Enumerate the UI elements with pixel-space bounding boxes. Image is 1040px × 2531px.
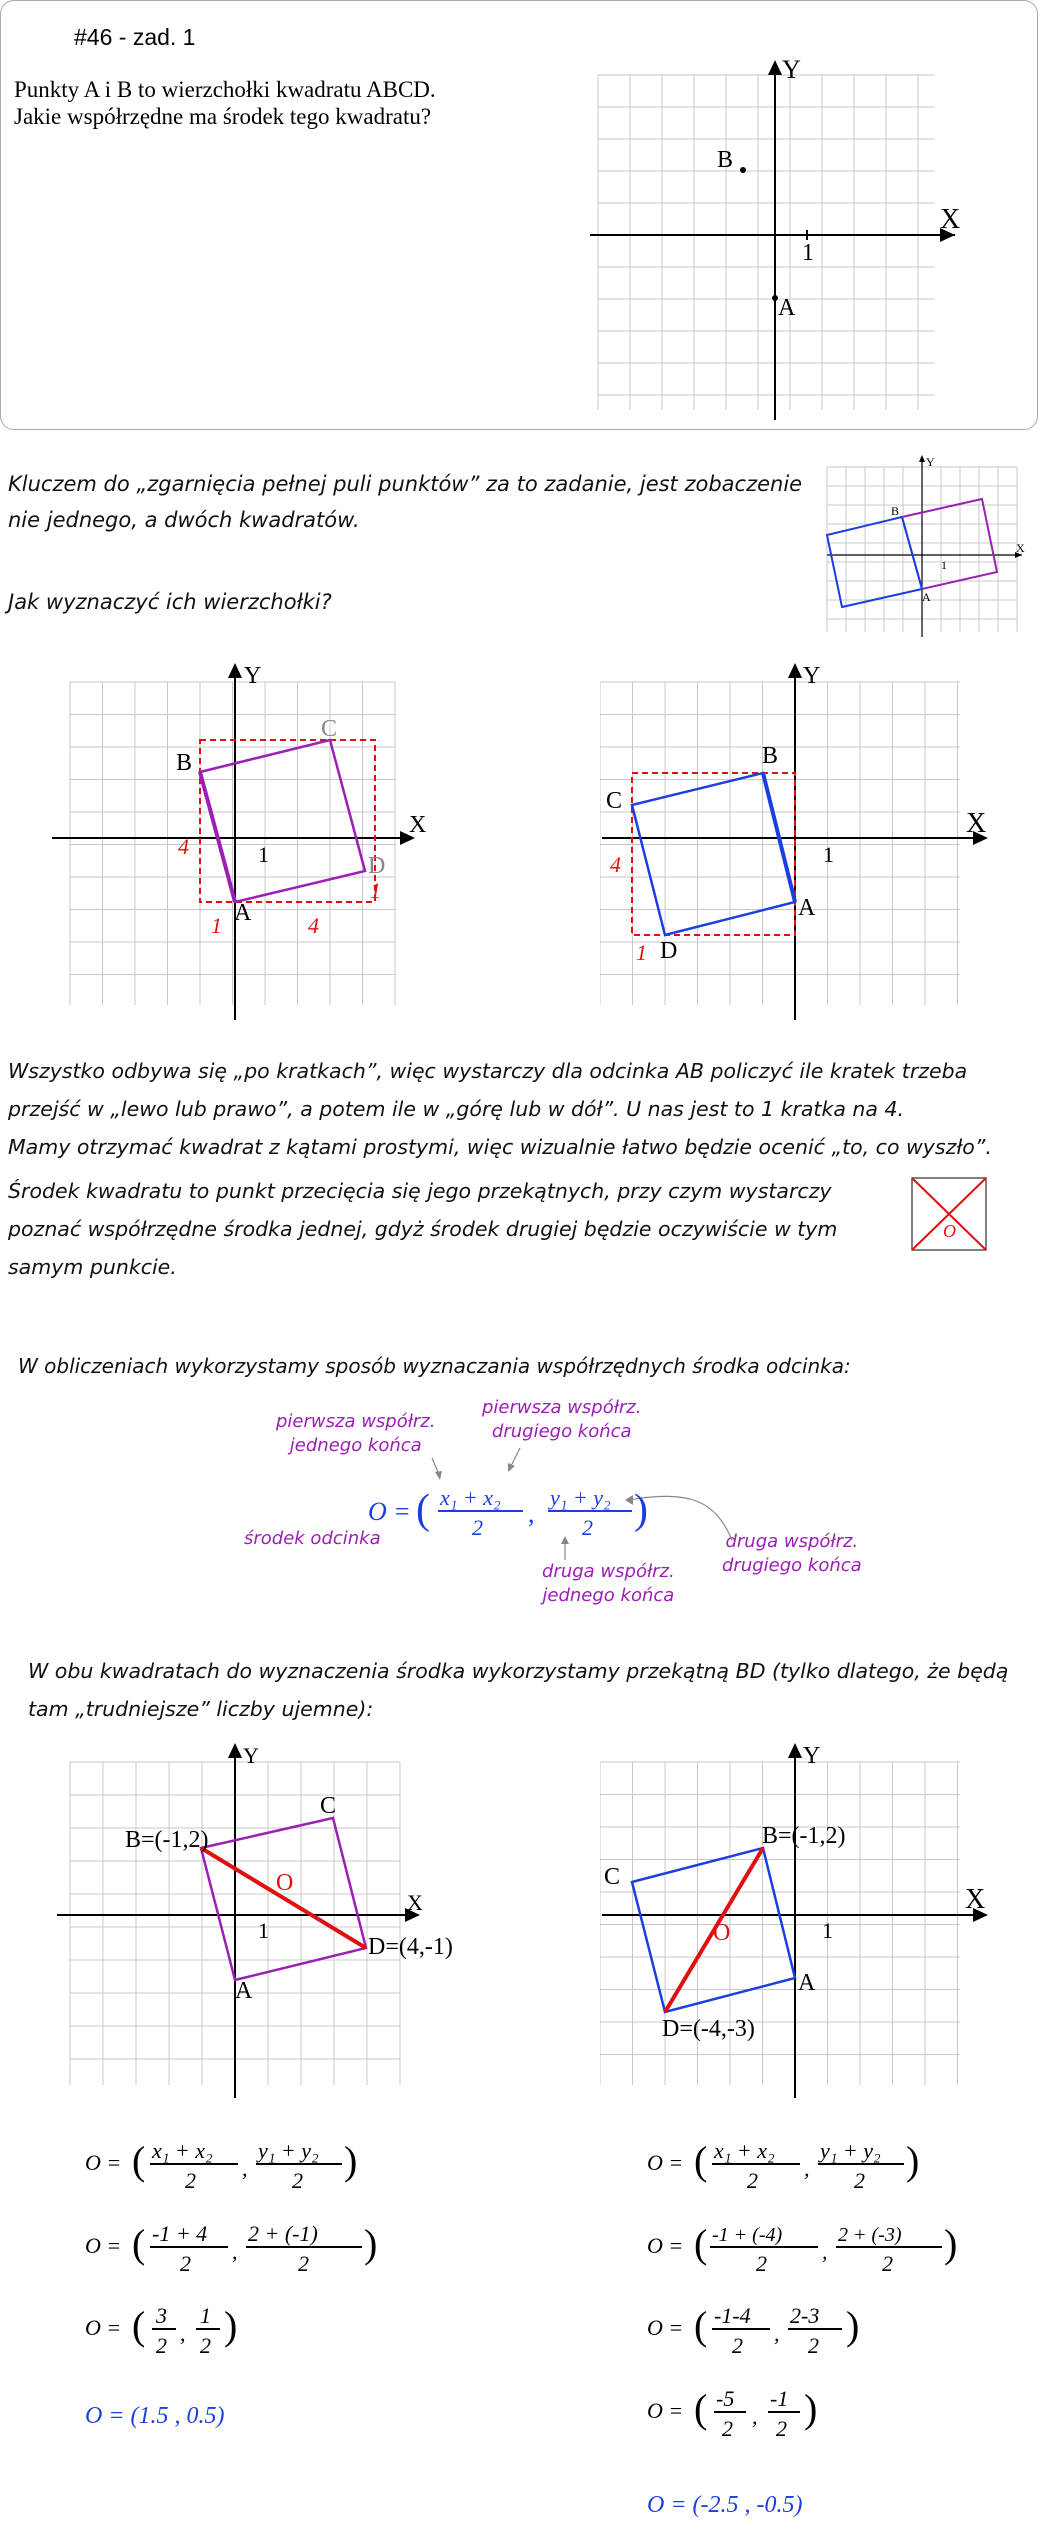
- graph-purple-a: A: [234, 900, 252, 926]
- graph-purple-one: 1: [258, 842, 269, 867]
- svg-text:): ): [906, 2138, 920, 2183]
- cr-r3yd: 2: [808, 2333, 819, 2358]
- bd-a: A: [798, 1970, 816, 1996]
- cr-r4y: -1: [770, 2386, 789, 2411]
- step-4-blue: 4: [610, 852, 621, 877]
- preview-graph: [822, 452, 1032, 637]
- task-line-1: Punkty A i B to wierzchołki kwadratu ABCD.: [14, 77, 436, 102]
- note-center: środek odcinka: [244, 1528, 381, 1549]
- intro-line-2: nie jednego, a dwóch kwadratów.: [8, 508, 360, 532]
- cl-r2xd: 2: [180, 2251, 191, 2276]
- svg-text:,: ,: [528, 1499, 535, 1528]
- cr-r4yd: 2: [776, 2416, 787, 2441]
- svg-text:(: (: [132, 2138, 146, 2183]
- svg-text:(: (: [694, 2386, 708, 2431]
- task-point-b: B: [717, 147, 734, 173]
- cr-r4x: -5: [716, 2386, 735, 2411]
- svg-text:): ): [364, 2221, 378, 2266]
- bd-x: X: [965, 1884, 986, 1915]
- cr-r3y: 2-3: [790, 2303, 820, 2328]
- svg-text:,: ,: [822, 2239, 828, 2264]
- task-line-2: Jakie współrzędne ma środek tego kwadratu?: [14, 104, 432, 129]
- cr-result: O = (-2.5 , -0.5): [647, 2492, 803, 2518]
- svg-text:(: (: [132, 2303, 146, 2348]
- calc-left: [80, 2120, 440, 2530]
- cl-r1y: y₁ + y₂: [258, 2138, 319, 2163]
- calc-right: [642, 2120, 1037, 2530]
- svg-text:,: ,: [242, 2156, 248, 2181]
- preview-one: 1: [941, 558, 947, 572]
- svg-text:): ): [634, 1487, 648, 1533]
- svg-text:): ): [344, 2138, 358, 2183]
- diag-line-1: W obu kwadratach do wyznaczenia środka wykorzystamy przekątną BD (tylko dlatego, że będą: [28, 1659, 1009, 1683]
- cr-r2x: -1 + (-4): [712, 2224, 783, 2246]
- task-y-label: Y: [782, 55, 801, 84]
- graph-purple-b: B: [176, 750, 193, 776]
- cr-r1x: x₁ + x₂: [714, 2138, 775, 2163]
- cr-r4xd: 2: [722, 2416, 733, 2441]
- graph-blue-d: D: [660, 938, 678, 964]
- step-1-bottom: 1: [211, 913, 222, 938]
- grid-line-3: Mamy otrzymać kwadrat z kątami prostymi, więc wizualnie łatwo będzie ocenić „to, co wyszło”.: [8, 1135, 992, 1159]
- formula-y-den: 2: [582, 1515, 593, 1540]
- formula-x-num: x₁ + x₂: [440, 1485, 501, 1510]
- intro-line-1: Kluczem do „zgarnięcia pełnej puli punktów” za to zadanie, jest zobaczenie: [8, 472, 803, 496]
- graph-blue-c: C: [606, 788, 623, 814]
- cr-r2yd: 2: [882, 2251, 893, 2276]
- cr-o1: O =: [647, 2150, 684, 2175]
- pd-d: D=(4,-1): [368, 1934, 453, 1960]
- grid-line-2: przejść w „lewo lub prawo”, a potem ile w „górę lub w dół”. U nas jest to 1 kratka na 4.: [8, 1097, 905, 1121]
- cl-r3y: 1: [200, 2303, 211, 2328]
- cl-r2yd: 2: [298, 2251, 309, 2276]
- diag-text: [28, 1652, 1008, 1728]
- svg-text:,: ,: [180, 2321, 186, 2346]
- note-second-one: druga współrz. jednego końca: [542, 1561, 675, 1606]
- midpoint-intro: W obliczeniach wykorzystamy sposób wyznaczania współrzędnych środka odcinka:: [18, 1354, 851, 1378]
- diag-line-2: tam „trudniejsze” liczby ujemne):: [28, 1697, 374, 1721]
- pd-b: B=(-1,2): [125, 1827, 209, 1853]
- bd-c: C: [604, 1864, 621, 1890]
- bd-y: Y: [803, 1743, 821, 1769]
- cl-r3yd: 2: [200, 2333, 211, 2358]
- cl-r3xd: 2: [156, 2333, 167, 2358]
- note-first-two: pierwsza współrz. drugiego końca: [482, 1397, 642, 1442]
- cl-o1: O =: [85, 2150, 122, 2175]
- svg-text:): ): [846, 2303, 860, 2348]
- task-one-label: 1: [802, 240, 814, 266]
- center-line-3: samym punkcie.: [8, 1255, 177, 1279]
- cl-r2y: 2 + (-1): [248, 2221, 318, 2246]
- step-4-bottom: 4: [308, 913, 319, 938]
- cr-o3: O =: [647, 2315, 684, 2340]
- preview-b: B: [891, 504, 900, 518]
- step-1-blue: 1: [636, 940, 647, 965]
- bd-d: D=(-4,-3): [662, 2016, 755, 2042]
- pd-one: 1: [258, 1918, 269, 1943]
- center-line-1: Środek kwadratu to punkt przecięcia się jego przekątnych, przy czym wystarczy: [8, 1179, 832, 1203]
- grid-text: [8, 1052, 992, 1166]
- graph-purple-diag: [55, 1740, 485, 2100]
- graph-purple-x: X: [409, 812, 427, 838]
- svg-text:,: ,: [232, 2239, 238, 2264]
- graph-purple-d: D: [368, 853, 386, 879]
- task-grid: [598, 75, 935, 410]
- cr-r2y: 2 + (-3): [838, 2224, 902, 2246]
- graph-purple-y: Y: [244, 663, 262, 689]
- grid-line-1: Wszystko odbywa się „po kratkach”, więc wystarczy dla odcinka AB policzyć ile kratek trzeba: [8, 1059, 968, 1083]
- graph-blue-b: B: [762, 743, 779, 769]
- cl-result: O = (1.5 , 0.5): [85, 2403, 225, 2429]
- note-second-two: druga współrz. drugiego końca: [722, 1531, 862, 1576]
- note-first-one: pierwsza współrz. jednego końca: [276, 1411, 436, 1456]
- svg-text:,: ,: [804, 2156, 810, 2181]
- graph-blue-y: Y: [803, 663, 821, 689]
- svg-text:(: (: [694, 2221, 708, 2266]
- graph-purple-grid: [70, 682, 395, 1005]
- pd-a: A: [235, 1978, 253, 2004]
- task-graph: [580, 50, 1000, 420]
- diagonal-square-icon: [910, 1176, 990, 1252]
- svg-text:): ): [944, 2221, 958, 2266]
- cl-r2x: -1 + 4: [152, 2221, 208, 2246]
- formula-o: O =: [368, 1497, 411, 1526]
- cr-r1y: y₁ + y₂: [820, 2138, 881, 2163]
- pd-y: Y: [243, 1743, 259, 1768]
- graph-purple-c: C: [321, 716, 338, 742]
- graph-blue-a: A: [798, 895, 816, 921]
- preview-x: X: [1016, 541, 1025, 555]
- graph-blue-one: 1: [823, 842, 834, 867]
- cl-r1x: x₁ + x₂: [152, 2138, 213, 2163]
- graph-blue-x: X: [966, 808, 987, 839]
- svg-text:(: (: [132, 2221, 146, 2266]
- cl-o2: O =: [85, 2233, 122, 2258]
- cl-r3x: 3: [156, 2303, 167, 2328]
- svg-text:,: ,: [774, 2321, 780, 2346]
- svg-text:): ): [224, 2303, 238, 2348]
- task-x-label: X: [940, 204, 961, 235]
- graph-blue-diag-grid: [600, 1762, 960, 2085]
- intro-text: [8, 466, 802, 538]
- task-number: #46 - zad. 1: [74, 24, 196, 50]
- center-line-2: poznać współrzędne środka jednej, gdyż środek drugiej będzie oczywiście w tym: [8, 1217, 838, 1241]
- pd-x: X: [407, 1890, 423, 1915]
- cr-r2xd: 2: [756, 2251, 767, 2276]
- midpoint-formula: [360, 1440, 780, 1590]
- svg-text:): ): [804, 2386, 818, 2431]
- step-4-left: 4: [178, 834, 189, 859]
- pd-o: O: [276, 1870, 294, 1896]
- formula-y-num: y₁ + y₂: [550, 1485, 611, 1510]
- preview-a: A: [922, 590, 931, 604]
- graph-purple: [50, 660, 430, 1020]
- svg-text:,: ,: [752, 2404, 758, 2429]
- step-1-right: 1: [370, 878, 381, 903]
- pd-c: C: [320, 1793, 337, 1819]
- bd-b: B=(-1,2): [762, 1823, 846, 1849]
- task-text: [14, 76, 436, 130]
- cl-r1xd: 2: [185, 2168, 196, 2193]
- cr-r3x: -1-4: [714, 2303, 751, 2328]
- diagonal-square-label: O: [943, 1221, 956, 1241]
- cr-r3xd: 2: [732, 2333, 743, 2358]
- center-text: [8, 1172, 837, 1286]
- bd-one: 1: [822, 1918, 833, 1943]
- svg-text:(: (: [694, 2138, 708, 2183]
- cl-r1yd: 2: [292, 2168, 303, 2193]
- intro-question: Jak wyznaczyć ich wierzchołki?: [8, 590, 332, 614]
- formula-x-den: 2: [472, 1515, 483, 1540]
- preview-y: Y: [926, 455, 935, 469]
- task-point-a: A: [778, 295, 796, 321]
- svg-text:(: (: [694, 2303, 708, 2348]
- svg-text:(: (: [416, 1487, 430, 1533]
- cr-r1xd: 2: [747, 2168, 758, 2193]
- bd-o: O: [713, 1920, 731, 1946]
- cr-o2: O =: [647, 2233, 684, 2258]
- cr-r1yd: 2: [854, 2168, 865, 2193]
- graph-blue-diag: [600, 1740, 1000, 2100]
- cl-o3: O =: [85, 2315, 122, 2340]
- graph-blue: [600, 660, 1000, 1020]
- cr-o4: O =: [647, 2398, 684, 2423]
